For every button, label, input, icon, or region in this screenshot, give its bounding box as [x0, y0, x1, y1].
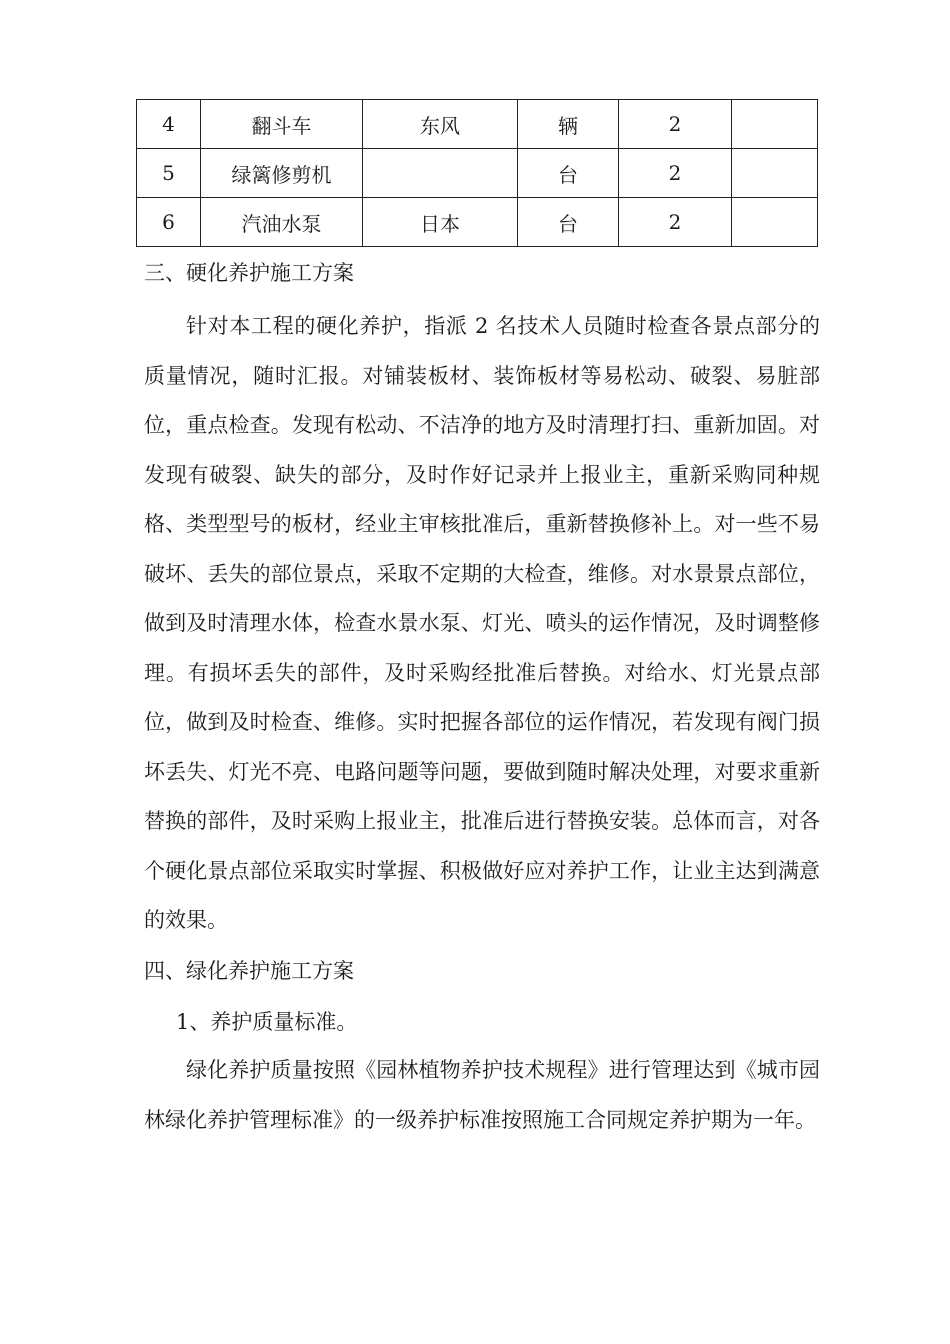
- greening-paragraph: 绿化养护质量按照《园林植物养护技术规程》进行管理达到《城市园林绿化养护管理标准》的一级养护标准按照施工合同规定养护期为一年。: [144, 1058, 820, 1132]
- equipment-unit: 台: [518, 198, 619, 247]
- section-heading-greening: 四、绿化养护施工方案: [144, 959, 354, 983]
- equipment-brand: 日本: [363, 198, 518, 247]
- equipment-note: [732, 149, 818, 198]
- equipment-quantity: 2: [619, 100, 732, 149]
- table-row: [137, 149, 818, 198]
- equipment-name: 翻斗车: [201, 100, 363, 149]
- row-number: 5: [137, 149, 201, 198]
- equipment-name: 汽油水泵: [201, 198, 363, 247]
- equipment-quantity: 2: [619, 149, 732, 198]
- equipment-quantity: 2: [619, 198, 732, 247]
- table-row: [137, 100, 818, 149]
- equipment-note: [732, 100, 818, 149]
- section-heading-hardscape: 三、硬化养护施工方案: [144, 261, 354, 285]
- hardscape-paragraph: 针对本工程的硬化养护，指派 2 名技术人员随时检查各景点部分的质量情况，随时汇报。对铺装板材、装饰板材等易松动、破裂、易脏部位，重点检查。发现有松动、不洁净的地方及时清理打扫、重新加固。对发现有破裂、缺失的部分，及时作好记录并上报业主，重新采购同种规格、类型型号的板材，经业主审核批准后，重新替换修补上。对一些不易破坏、丢失的部位景点，采取不定期的大检查，维修。对水景景点部位，做到及时清理水体，检查水景水泵、灯光、喷头的运作情况，及时调整修理。有损坏丢失的部件，及时采购经批准后替换。对给水、灯光景点部位，做到及时检查、维修。实时把握各部位的运作情况，若发现有阀门损坏丢失、灯光不亮、电路问题等问题，要做到随时解决处理，对要求重新替换的部件，及时采购上报业主，批准后进行替换安装。总体而言，对各个硬化景点部位采取实时掌握、积极做好应对养护工作，让业主达到满意的效果。: [144, 314, 820, 932]
- equipment-brand: 东风: [363, 100, 518, 149]
- equipment-table: [136, 99, 818, 247]
- equipment-note: [732, 198, 818, 247]
- row-number: 6: [137, 198, 201, 247]
- row-number: 4: [137, 100, 201, 149]
- table-row: [137, 198, 818, 247]
- equipment-unit: 台: [518, 149, 619, 198]
- equipment-name: 绿篱修剪机: [201, 149, 363, 198]
- subheading-quality-standard: 1、养护质量标准。: [176, 1010, 358, 1034]
- equipment-brand: [363, 149, 518, 198]
- equipment-unit: 辆: [518, 100, 619, 149]
